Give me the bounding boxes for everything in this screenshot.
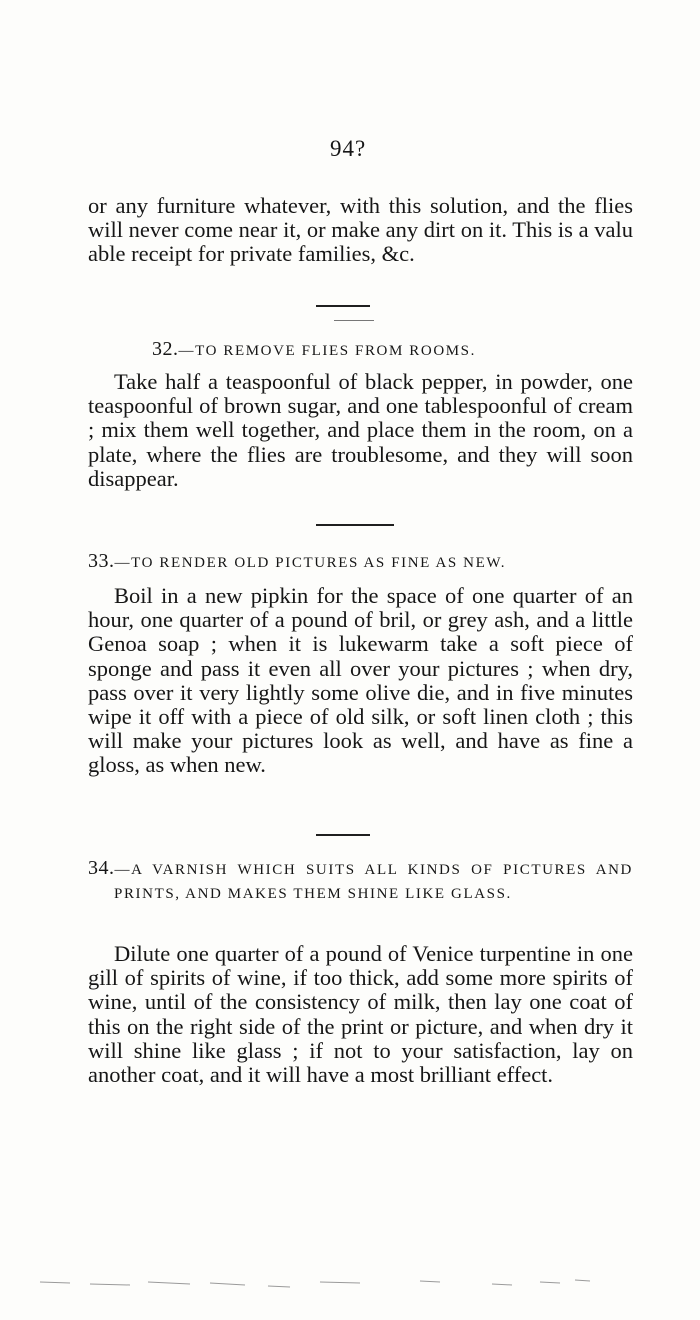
section-33-heading — [88, 550, 506, 574]
section-divider — [316, 305, 370, 307]
section-34-number: 34. — [88, 857, 115, 879]
section-divider-thin — [334, 320, 374, 321]
page-number: 94? — [330, 136, 367, 161]
section-34-heading — [88, 856, 633, 906]
section-32-title: —TO REMOVE FLIES FROM ROOMS. — [178, 343, 476, 359]
section-34-title: —A VARNISH WHICH SUITS ALL KINDS OF PICTURES AND PRINTS, AND MAKES THEM SHINE LIKE GLASS. — [114, 862, 633, 902]
section-33-body: Boil in a new pipkin for the space of one quarter of an hour, one quarter of a pound of bril, or grey ash, and a little Genoa soap ; when it is lukewarm take a soft piece of sponge and pass it even all over your pictures ; when dry, pass over it very lightly some olive die, and in five minutes wipe it off with a piece of old silk, or soft linen cloth ; this will make your pictures look as well, and have as fine a gloss, as when new. — [88, 583, 633, 778]
section-32-heading — [152, 338, 476, 362]
continuation-paragraph: or any furniture whatever, with this solution, and the flies will never come near it, or make any dirt on it. This is a valu able receipt for private families, &c. — [88, 193, 633, 267]
section-32-number: 32. — [152, 338, 179, 360]
page-edge-specks — [0, 1270, 700, 1310]
section-divider — [316, 524, 394, 526]
section-32-body: Take half a teaspoonful of black pepper, in powder, one teaspoonful of brown sugar, and one tablespoonful of cream ; mix them well together, and place them in the room, on a plate, where the flies are troublesome, and they will soon disappear. — [88, 369, 633, 491]
section-34-body: Dilute one quarter of a pound of Venice turpentine in one gill of spirits of wine, if too thick, add some more spirits of wine, until of the consistency of milk, then lay one coat of this on the right side of the print or picture, and when dry it will shine like glass ; if not to your satisfaction, lay on another coat, and it will have a most brilliant effect. — [88, 941, 633, 1088]
section-33-number: 33. — [88, 550, 115, 572]
section-33-title: —TO RENDER OLD PICTURES AS FINE AS NEW. — [114, 555, 507, 571]
section-divider — [316, 834, 370, 836]
